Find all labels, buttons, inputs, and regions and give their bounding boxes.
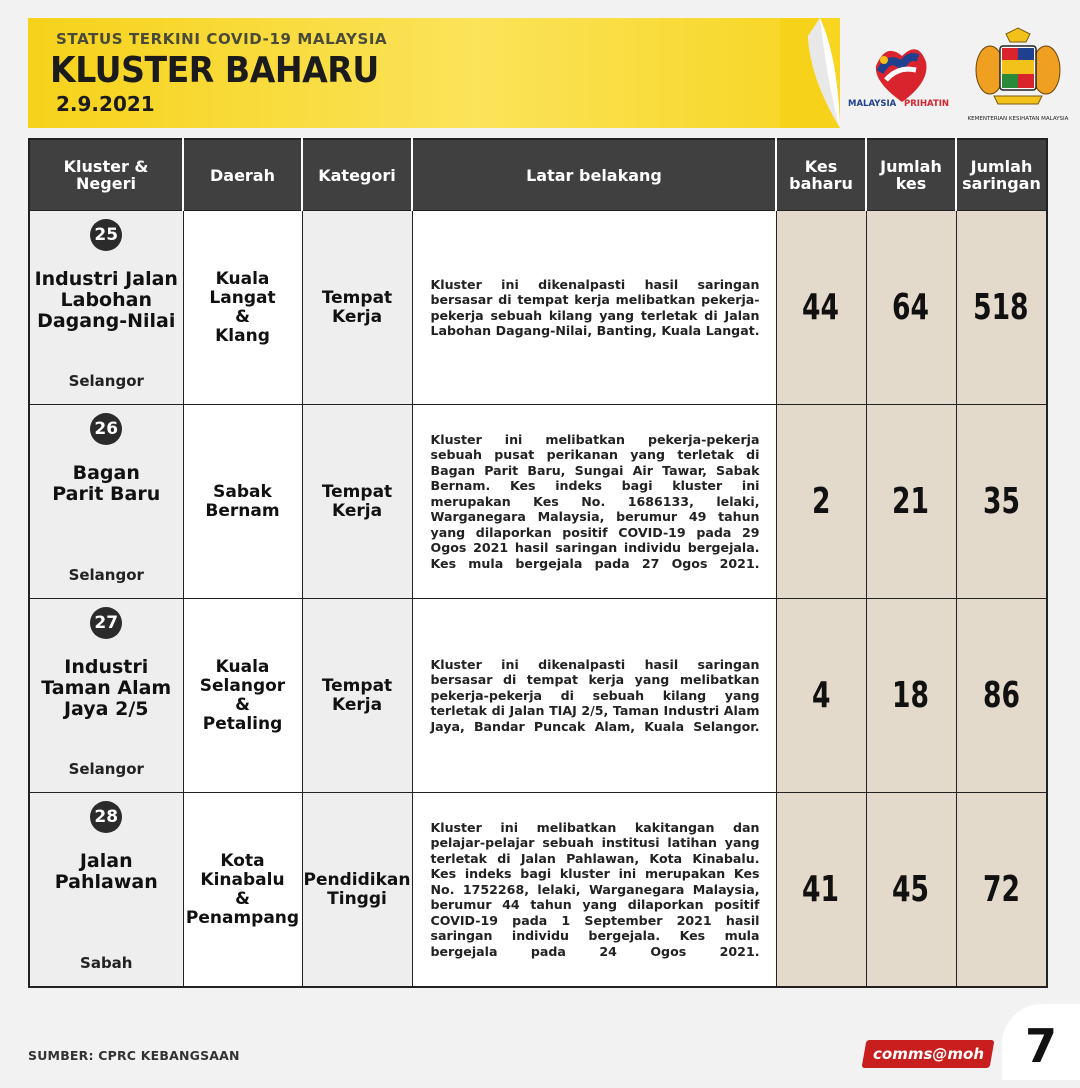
col-header-latar: Latar belakang (412, 139, 776, 211)
malaysia-prihatin-logo (846, 36, 958, 116)
jumlah-saringan-cell: 518 (956, 211, 1047, 405)
page-curl-icon (780, 18, 840, 128)
svg-text:MALAYSIA: MALAYSIA (848, 99, 897, 109)
latar-text: Kluster ini dikenalpasti hasil saringan bersasar di tempat kerja melibatkan pekerja-pekerja sebuah kilang yang terletak di Jalan Labohan Dagang-Nilai, Banting, Kuala Langat. (430, 276, 760, 338)
cluster-state: Selangor (68, 372, 144, 390)
cluster-name: Industri Jalan Labohan Dagang-Nilai (34, 268, 178, 332)
cluster-number-badge: 27 (90, 607, 122, 639)
col-header-kes-baharu: Kes baharu (776, 139, 866, 211)
jumlah-kes-cell: 21 (866, 405, 956, 599)
kes-baharu-cell: 2 (776, 405, 866, 599)
cluster-name: Industri Taman Alam Jaya 2/5 (41, 656, 172, 720)
svg-text:KEMENTERIAN KESIHATAN MALAYSIA: KEMENTERIAN KESIHATAN MALAYSIA (967, 116, 1069, 122)
kes-baharu-cell: 44 (776, 211, 866, 405)
daerah-cell: Kota Kinabalu & Penampang (183, 793, 302, 988)
cluster-state: Sabah (80, 954, 133, 972)
kategori-cell: Tempat Kerja (302, 405, 412, 599)
latar-cell (412, 211, 776, 405)
table-row (29, 211, 1047, 405)
kkm-crest-logo (966, 26, 1070, 126)
cluster-cell (29, 405, 183, 599)
cluster-number-badge: 25 (90, 219, 122, 251)
daerah-cell: Sabak Bernam (183, 405, 302, 599)
kes-baharu-cell: 41 (776, 793, 866, 988)
latar-text: Kluster ini melibatkan pekerja-pekerja sebuah pusat perikanan yang terletak di Bagan Parit Baru, Sungai Air Tawar, Sabak Bernam. Kes indeks bagi kluster ini merupakan Kes No. 1686133, lelaki, Warganegara Malaysia, berumur 49 tahun yang dilaporkan positif COVID-19 pada 29 Ogos 2021 hasil saringan individu bergejala. Kes mula bergejala pada 27 Ogos 2021. (430, 431, 760, 571)
kategori-cell: Tempat Kerja (302, 211, 412, 405)
header-date: 2.9.2021 (56, 92, 155, 116)
latar-cell (412, 599, 776, 793)
cluster-table (28, 138, 1048, 988)
latar-cell (412, 793, 776, 988)
table-row (29, 405, 1047, 599)
cluster-number-badge: 28 (90, 801, 122, 833)
col-header-jumlah-kes: Jumlah kes (866, 139, 956, 211)
jumlah-saringan-cell: 35 (956, 405, 1047, 599)
kategori-cell: Pendidikan Tinggi (302, 793, 412, 988)
col-header-jumlah-saringan: Jumlah saringan (956, 139, 1047, 211)
daerah-cell: Kuala Langat & Klang (183, 211, 302, 405)
latar-text: Kluster ini melibatkan kakitangan dan pelajar-pelajar sebuah institusi latihan yang terletak di Jalan Pahlawan, Kota Kinabalu. Kes indeks bagi kluster ini merupakan Kes No. 1752268, lelaki, Warganegara Malaysia, berumur 44 tahun yang dilaporkan positif COVID-19 pada 1 September 2021 hasil saringan individu bergejala. Kes mula bergejala pada 24 Ogos 2021. (430, 819, 760, 959)
table-header-row (29, 139, 1047, 211)
header-title: KLUSTER BAHARU (50, 50, 379, 91)
cluster-name: Jalan Pahlawan (54, 850, 158, 893)
col-header-kluster: Kluster & Negeri (29, 139, 183, 211)
jumlah-kes-cell: 64 (866, 211, 956, 405)
cluster-state: Selangor (68, 566, 144, 584)
jumlah-saringan-cell: 72 (956, 793, 1047, 988)
jumlah-kes-cell: 18 (866, 599, 956, 793)
jumlah-kes-cell: 45 (866, 793, 956, 988)
latar-cell (412, 405, 776, 599)
cluster-cell (29, 599, 183, 793)
kategori-cell: Tempat Kerja (302, 599, 412, 793)
cluster-cell (29, 793, 183, 988)
comms-moh-tag: comms@moh (862, 1040, 995, 1068)
cluster-cell (29, 211, 183, 405)
latar-text: Kluster ini dikenalpasti hasil saringan bersasar di tempat kerja yang melibatkan pekerja-pekerja di sebuah kilang yang terletak di Jalan TIAJ 2/5, Taman Industri Alam Jaya, Bandar Puncak Alam, Kuala Selangor. (430, 656, 760, 734)
svg-text:PRIHATIN: PRIHATIN (904, 99, 950, 109)
cluster-number-badge: 26 (90, 413, 122, 445)
source-note: SUMBER: CPRC KEBANGSAAN (28, 1048, 240, 1063)
daerah-cell: Kuala Selangor & Petaling (183, 599, 302, 793)
header-subtitle: STATUS TERKINI COVID-19 MALAYSIA (56, 30, 388, 48)
page-number: 7 (1002, 1004, 1080, 1080)
jumlah-saringan-cell: 86 (956, 599, 1047, 793)
table-row (29, 599, 1047, 793)
col-header-kategori: Kategori (302, 139, 412, 211)
kes-baharu-cell: 4 (776, 599, 866, 793)
table-row (29, 793, 1047, 988)
cluster-name: Bagan Parit Baru (52, 462, 161, 505)
col-header-daerah: Daerah (183, 139, 302, 211)
cluster-state: Selangor (68, 760, 144, 778)
